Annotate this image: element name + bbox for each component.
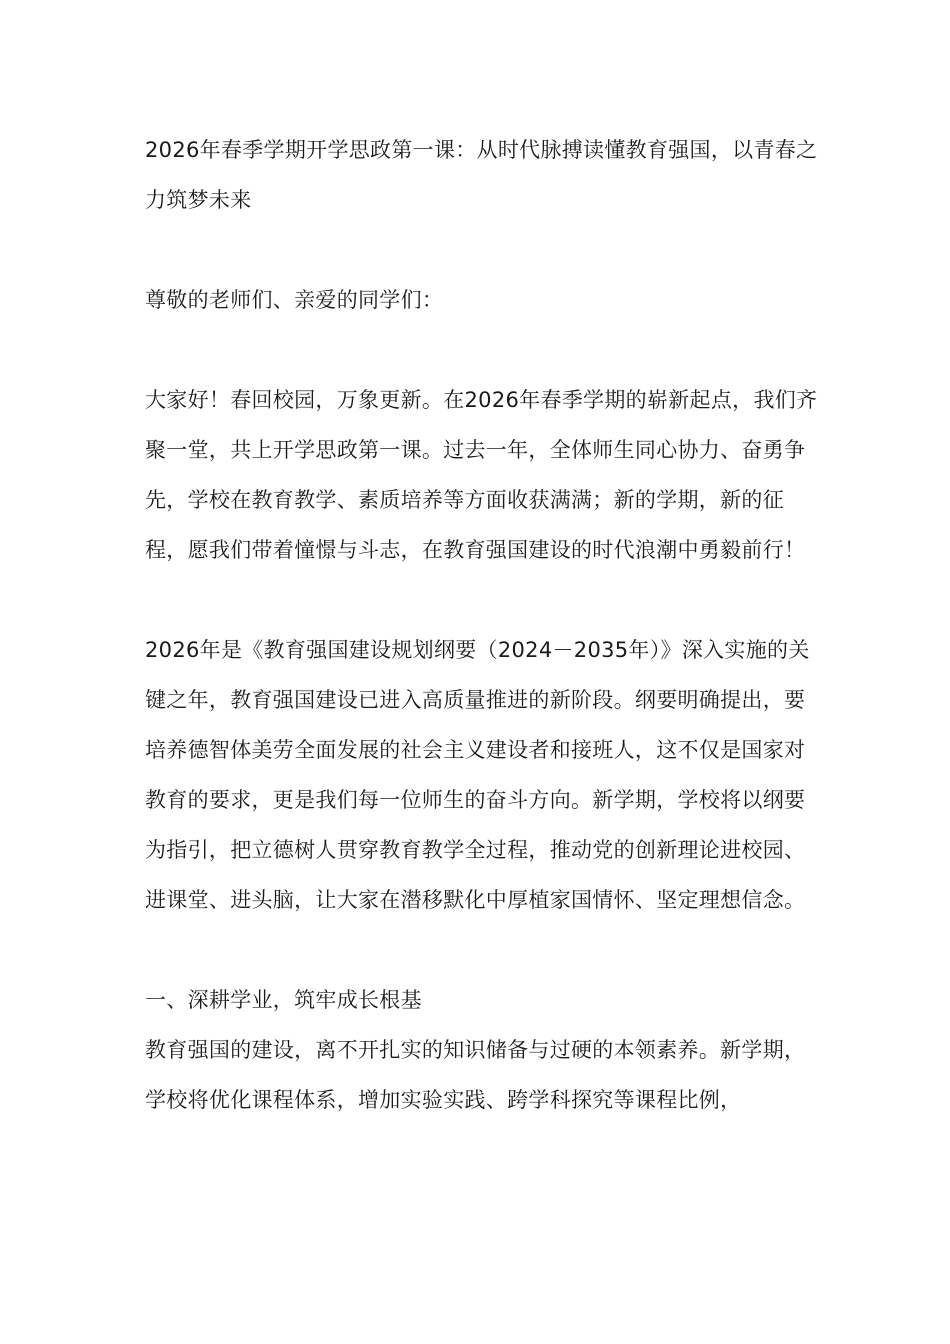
- section-heading: 一、深耕学业，筑牢成长根基: [145, 988, 422, 1012]
- paragraph-education-plan: 2026年是《教育强国建设规划纲要（2024－2035年）》深入实施的关键之年，教育强国建设已进入高质量推进的新阶段。纲要明确提出，要培养德智体美劳全面发展的社会主义建设者和接班人，这不仅是国家对教育的要求，更是我们每一位师生的奋斗方向。新学期，学校将以纲要为指引，把立德树人贯穿教育教学全过程，推动党的创新理论进校园、进课堂、进头脑，让大家在潜移默化中厚植家国情怀、坚定理想信念。: [145, 638, 810, 912]
- paragraph-opening: 大家好！春回校园，万象更新。在2026年春季学期的崭新起点，我们齐聚一堂，共上开学思政第一课。过去一年，全体师生同心协力、奋勇争先，学校在教育教学、素质培养等方面收获满满；新的学期，新的征程，愿我们带着憧憬与斗志，在教育强国建设的时代浪潮中勇毅前行！: [145, 388, 818, 562]
- paragraph-section-1: 教育强国的建设，离不开扎实的知识储备与过硬的本领素养。新学期，学校将优化课程体系，增加实验实践、跨学科探究等课程比例，: [145, 1038, 806, 1112]
- document-body: [145, 125, 825, 1125]
- document-title: 2026年春季学期开学思政第一课：从时代脉搏读懂教育强国，以青春之力筑梦未来: [145, 138, 818, 212]
- greeting-line: 尊敬的老师们、亲爱的同学们：: [145, 288, 444, 312]
